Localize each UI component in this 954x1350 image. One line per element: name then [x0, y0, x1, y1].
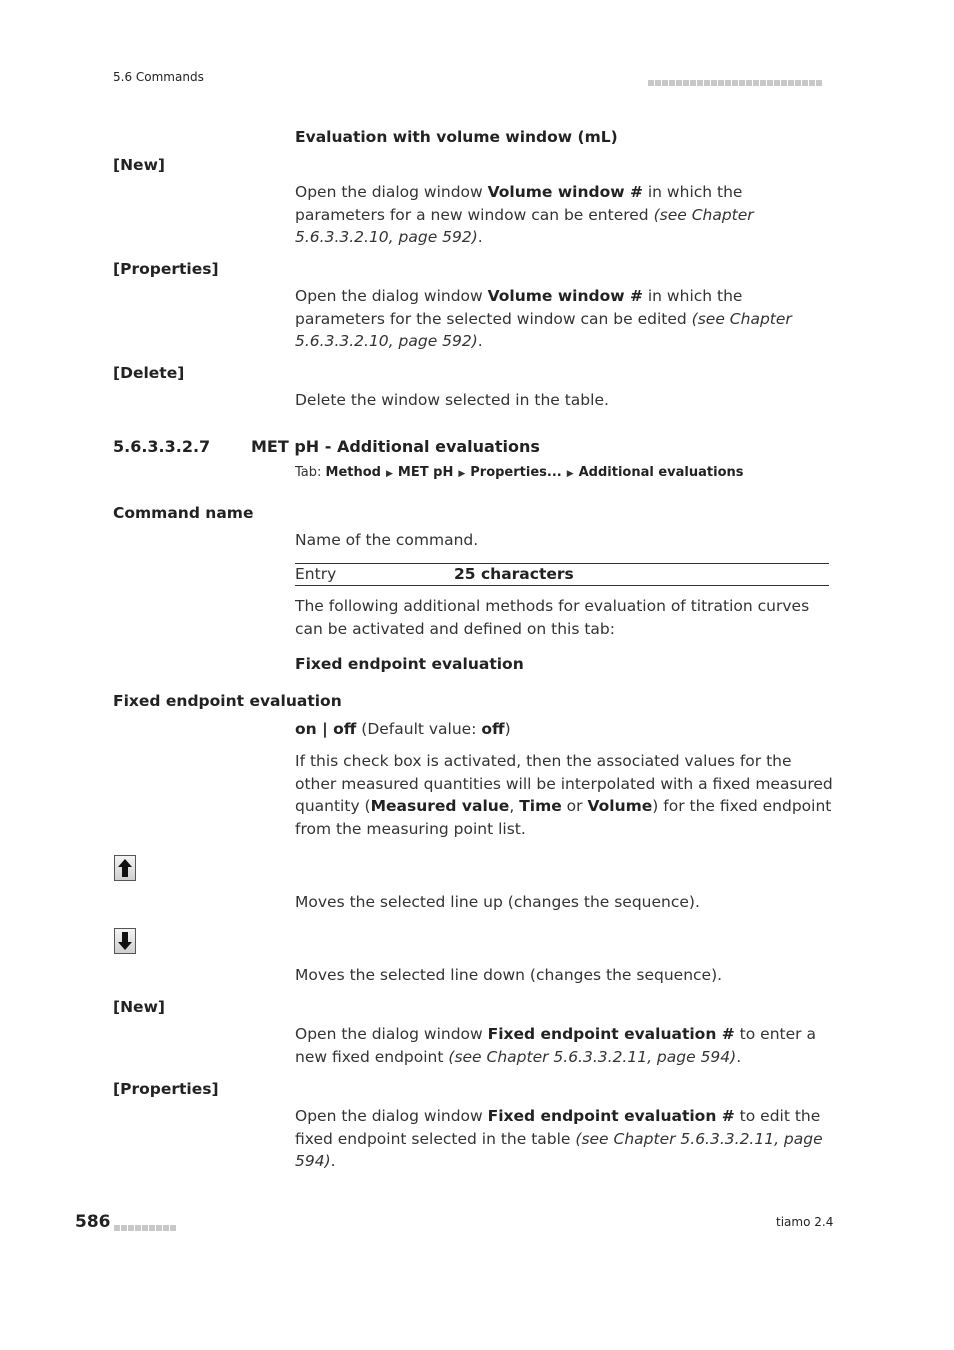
entry-table — [295, 563, 829, 586]
paragraph-properties-2: Open the dialog window Fixed endpoint evaluation # to edit the fixed endpoint selected in the table (see Chapter 5.6.3.3.2.11, page 594). — [295, 1107, 823, 1170]
label-new-1: [New] — [113, 156, 165, 174]
subheading-volume-window: Evaluation with volume window (mL) — [295, 128, 618, 146]
paragraph-command-name: Name of the command. — [295, 531, 479, 549]
paragraph-new-2: Open the dialog window Fixed endpoint evaluation # to enter a new fixed endpoint (see Chapter 5.6.3.3.2.11, page 594). — [295, 1025, 816, 1066]
section-number: 5.6.3.3.2.7 — [113, 437, 211, 456]
running-header-section: 5.6 Commands — [113, 70, 204, 84]
paragraph-following: The following additional methods for evaluation of titration curves can be activated and defined on this tab: — [295, 597, 810, 638]
breadcrumb-item: Additional evaluations — [578, 465, 744, 480]
paragraph-move-down: Moves the selected line down (changes the sequence). — [295, 966, 723, 984]
paragraph-new-1: Open the dialog window Volume window # in which the parameters for a new window can be entered (see Chapter 5.6.3.3.2.10, page 592). — [295, 183, 754, 246]
paragraph-delete: Delete the window selected in the table. — [295, 391, 609, 409]
paragraph-properties-1: Open the dialog window Volume window # in which the parameters for the selected window can be edited (see Chapter 5.6.3.3.2.10, page 592). — [295, 287, 792, 350]
footer-dots-decoration — [114, 1217, 177, 1236]
tab-breadcrumb: Tab: Method ▶ MET pH ▶ Properties... ▶ Additional evaluations — [295, 465, 744, 480]
breadcrumb-item: Method — [325, 465, 381, 480]
breadcrumb-item: Properties... — [470, 465, 562, 480]
subheading-fixed-endpoint: Fixed endpoint evaluation — [295, 655, 524, 673]
entry-value: 25 characters — [454, 564, 829, 586]
label-fixed-endpoint: Fixed endpoint evaluation — [113, 692, 342, 710]
page-number: 586 — [75, 1212, 111, 1232]
label-delete: [Delete] — [113, 364, 185, 382]
arrow-up-icon — [114, 855, 136, 881]
breadcrumb-item: MET pH — [397, 465, 454, 480]
footer-product: tiamo 2.4 — [776, 1215, 834, 1229]
label-properties-2: [Properties] — [113, 1080, 219, 1098]
label-command-name: Command name — [113, 504, 254, 522]
section-title: MET pH - Additional evaluations — [251, 437, 540, 456]
label-properties-1: [Properties] — [113, 260, 219, 278]
onoff-default: on | off (Default value: off) — [295, 720, 511, 738]
header-dots-decoration — [648, 72, 823, 91]
paragraph-fixed-endpoint-desc: If this check box is activated, then the associated values for the other measured quantities will be interpolated with a fixed measured quantity (Measured value, Time or Volume) for the fixed endpoint from the measuring point list. — [295, 752, 833, 838]
entry-label: Entry — [295, 564, 454, 586]
arrow-down-icon — [114, 928, 136, 954]
label-new-2: [New] — [113, 998, 165, 1016]
paragraph-move-up: Moves the selected line up (changes the sequence). — [295, 893, 700, 911]
